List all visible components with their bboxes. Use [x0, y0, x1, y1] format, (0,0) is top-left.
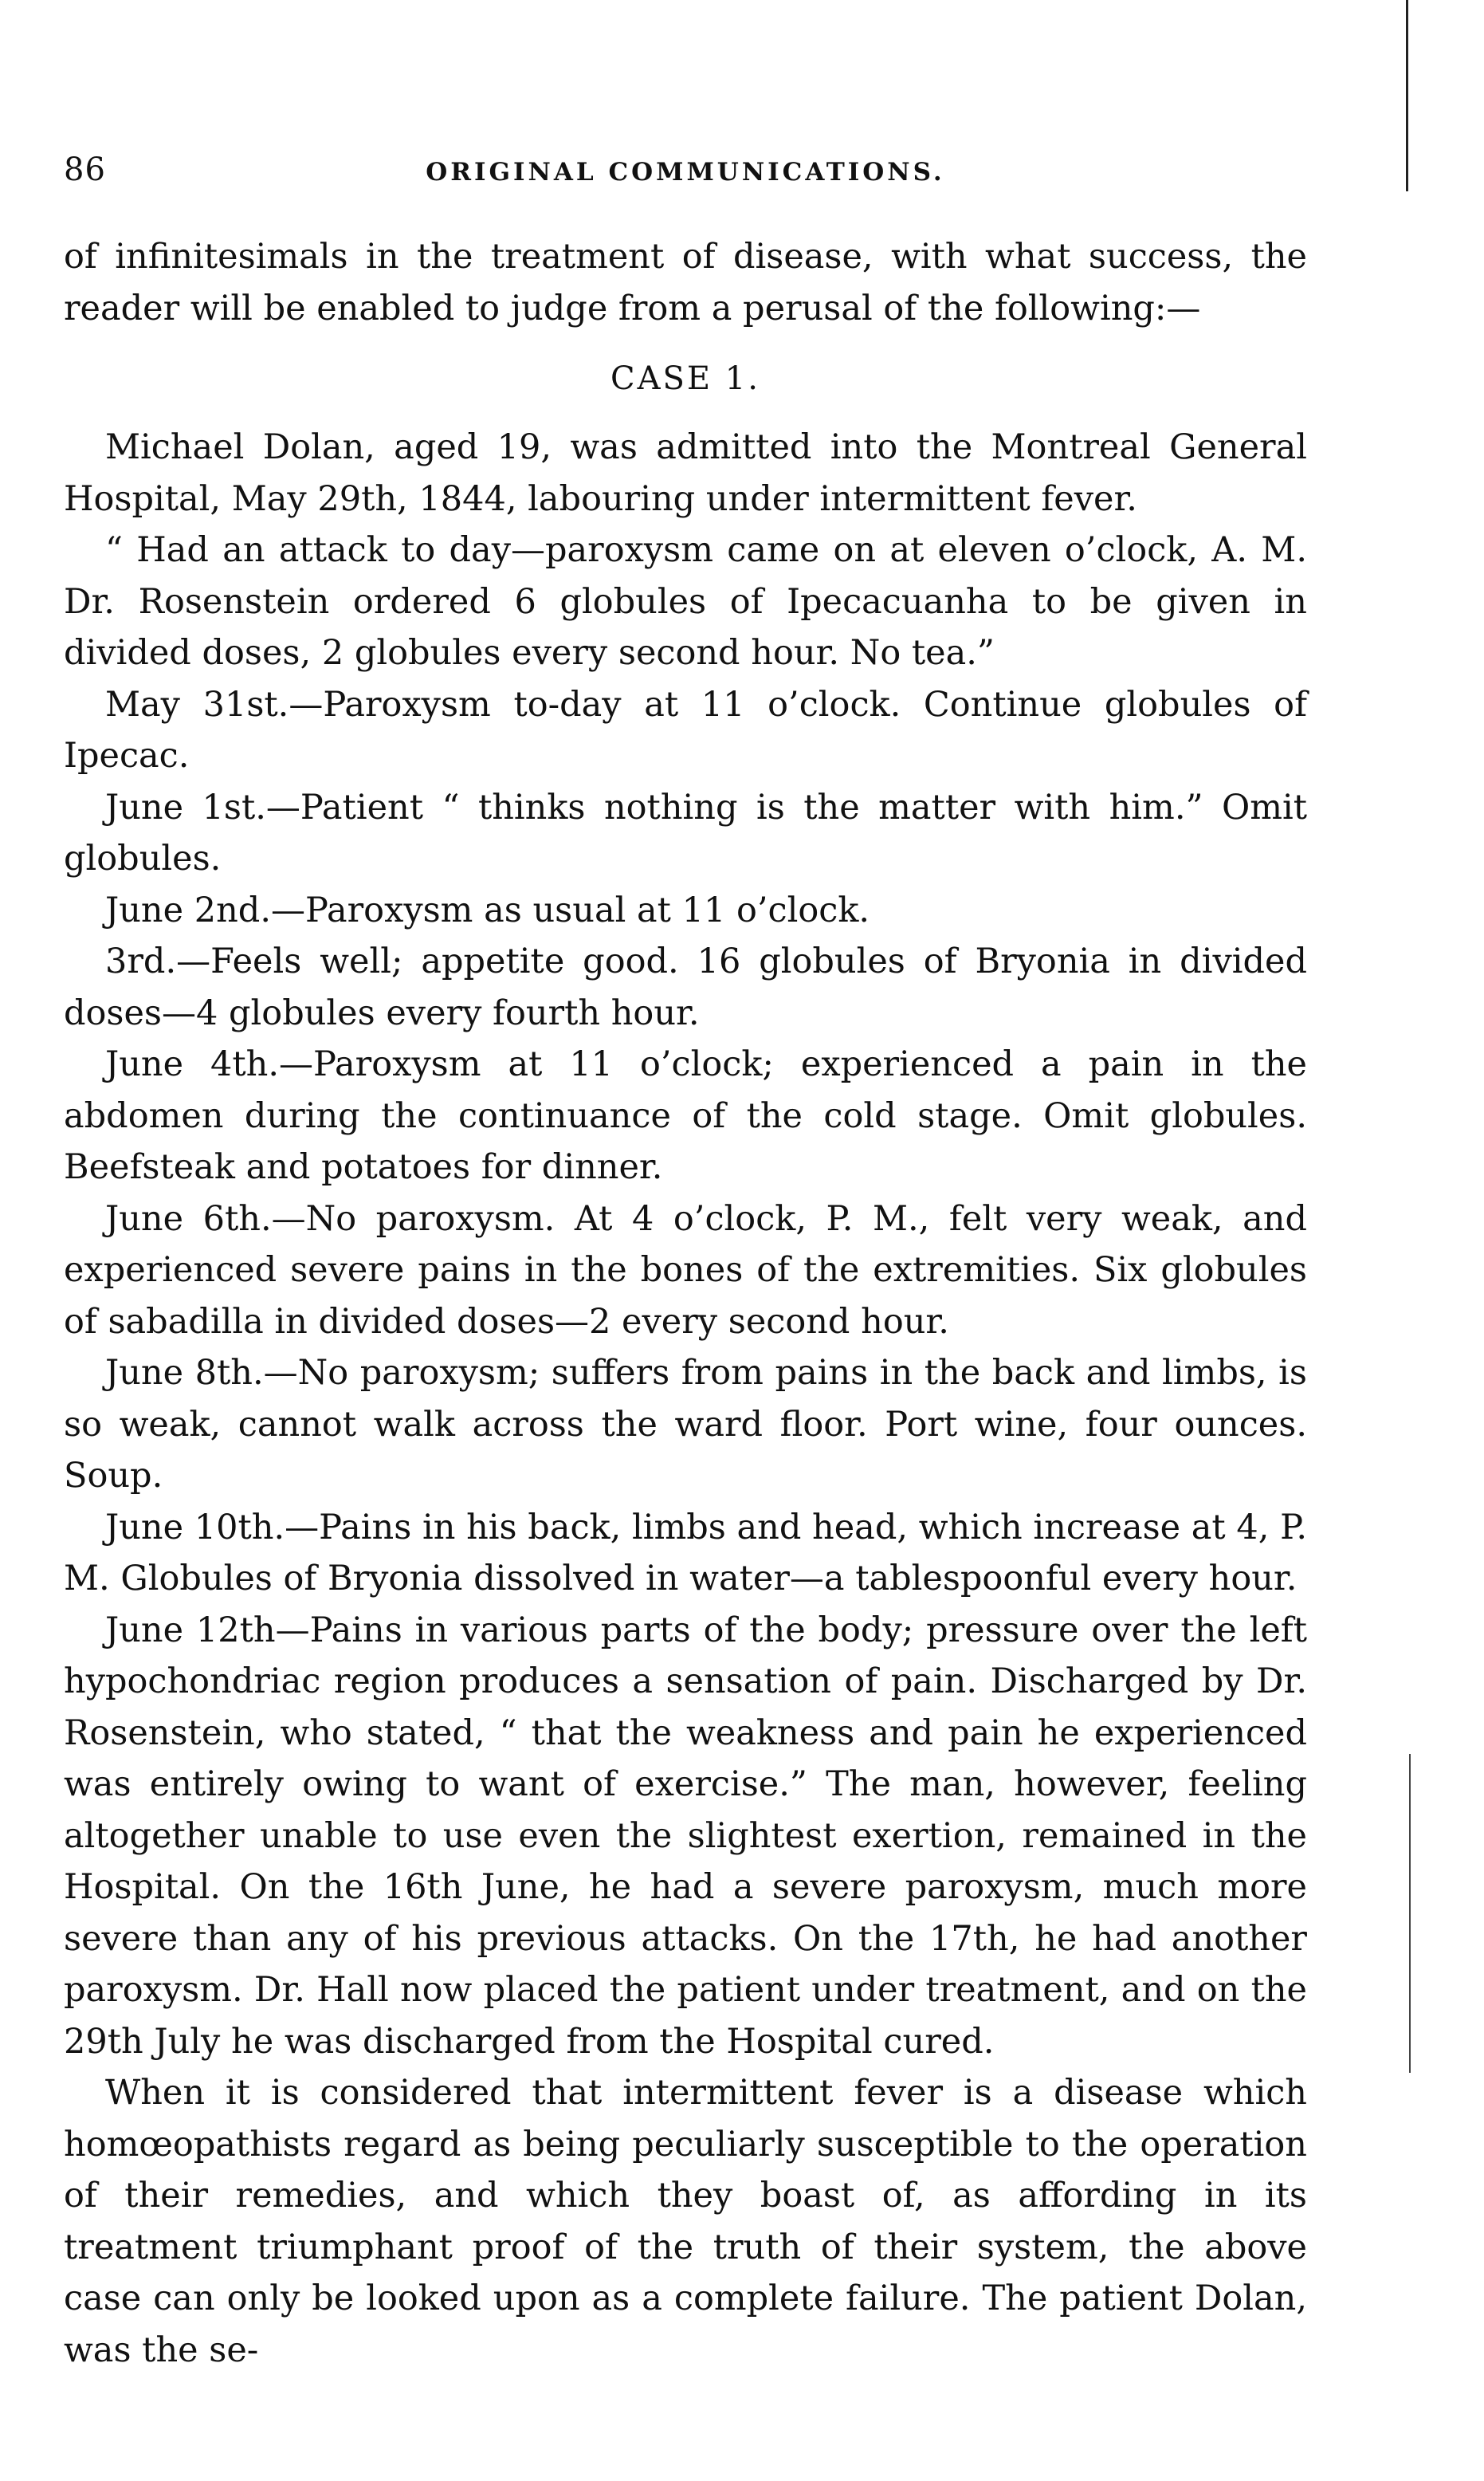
paragraph-june-3: 3rd.—Feels well; appetite good. 16 globules of Bryonia in divided doses—4 globules every fourth hour.	[64, 942, 1307, 1033]
paragraph-conclusion: When it is considered that intermittent fever is a disease which homœopathists regard as being peculiarly susceptible to the operation of their remedies, and which they boast of, as affording in its treatment triumphant proof of the truth of their system, the above case can only be looked upon as a complete failure. The patient Dolan, was the se-	[64, 2073, 1307, 2370]
page-number: 86	[64, 151, 106, 188]
paragraph-june-10: June 10th.—Pains in his back, limbs and head, which increase at 4, P. M. Globules of Bryonia dissolved in water—a tablespoonful every hour.	[64, 1507, 1307, 1598]
paragraph-intro: of infinitesimals in the treatment of disease, with what success, the reader will be enabled to judge from a perusal of the following:—	[64, 237, 1307, 328]
margin-rule-lower	[1409, 1754, 1411, 2073]
margin-rule	[1406, 0, 1408, 191]
paragraph-june-12: June 12th—Pains in various parts of the body; pressure over the left hypochondriac region produces a sensation of pain. Discharged by Dr. Rosenstein, who stated, “ that the weakness and pain he experienced was entirely owing to want of exercise.” The man, however, feeling altogether unable to use even the slightest exertion, remained in the Hospital. On the 16th June, he had a severe paroxysm, much more severe than any of his previous attacks. On the 17th, he had another paroxysm. Dr. Hall now placed the patient under treatment, and on the 29th July he was discharged from the Hospital cured.	[64, 1610, 1307, 2062]
document-page	[64, 151, 1307, 2376]
paragraph-attack: “ Had an attack to day—paroxysm came on at eleven o’clock, A. M. Dr. Rosenstein ordered 6 globules of Ipecacuanha to be given in divided doses, 2 globules every second hour. No tea.”	[64, 530, 1307, 673]
paragraph-admission: Michael Dolan, aged 19, was admitted into the Montreal General Hospital, May 29th, 1844, labouring under intermittent fever.	[64, 427, 1307, 519]
page-header	[64, 151, 1307, 199]
case-heading: CASE 1.	[610, 360, 760, 397]
paragraph-may-31: May 31st.—Paroxysm to-day at 11 o’clock. Continue globules of Ipecac.	[64, 684, 1307, 776]
paragraph-june-8: June 8th.—No paroxysm; suffers from pains in the back and limbs, is so weak, cannot walk across the ward floor. Port wine, four ounces. Soup.	[64, 1353, 1307, 1496]
paragraph-june-4: June 4th.—Paroxysm at 11 o’clock; experienced a pain in the abdomen during the continuance of the cold stage. Omit globules. Beefsteak and potatoes for dinner.	[64, 1044, 1307, 1187]
paragraph-june-1: June 1st.—Patient “ thinks nothing is the matter with him.” Omit globules.	[64, 787, 1307, 879]
paragraph-june-6: June 6th.—No paroxysm. At 4 o’clock, P. M., felt very weak, and experienced severe pains in the bones of the extremities. Six globules of sabadilla in divided doses—2 every second hour.	[64, 1198, 1307, 1342]
running-head: ORIGINAL COMMUNICATIONS.	[426, 158, 945, 187]
paragraph-june-2: June 2nd.—Paroxysm as usual at 11 o’clock.	[105, 890, 870, 930]
